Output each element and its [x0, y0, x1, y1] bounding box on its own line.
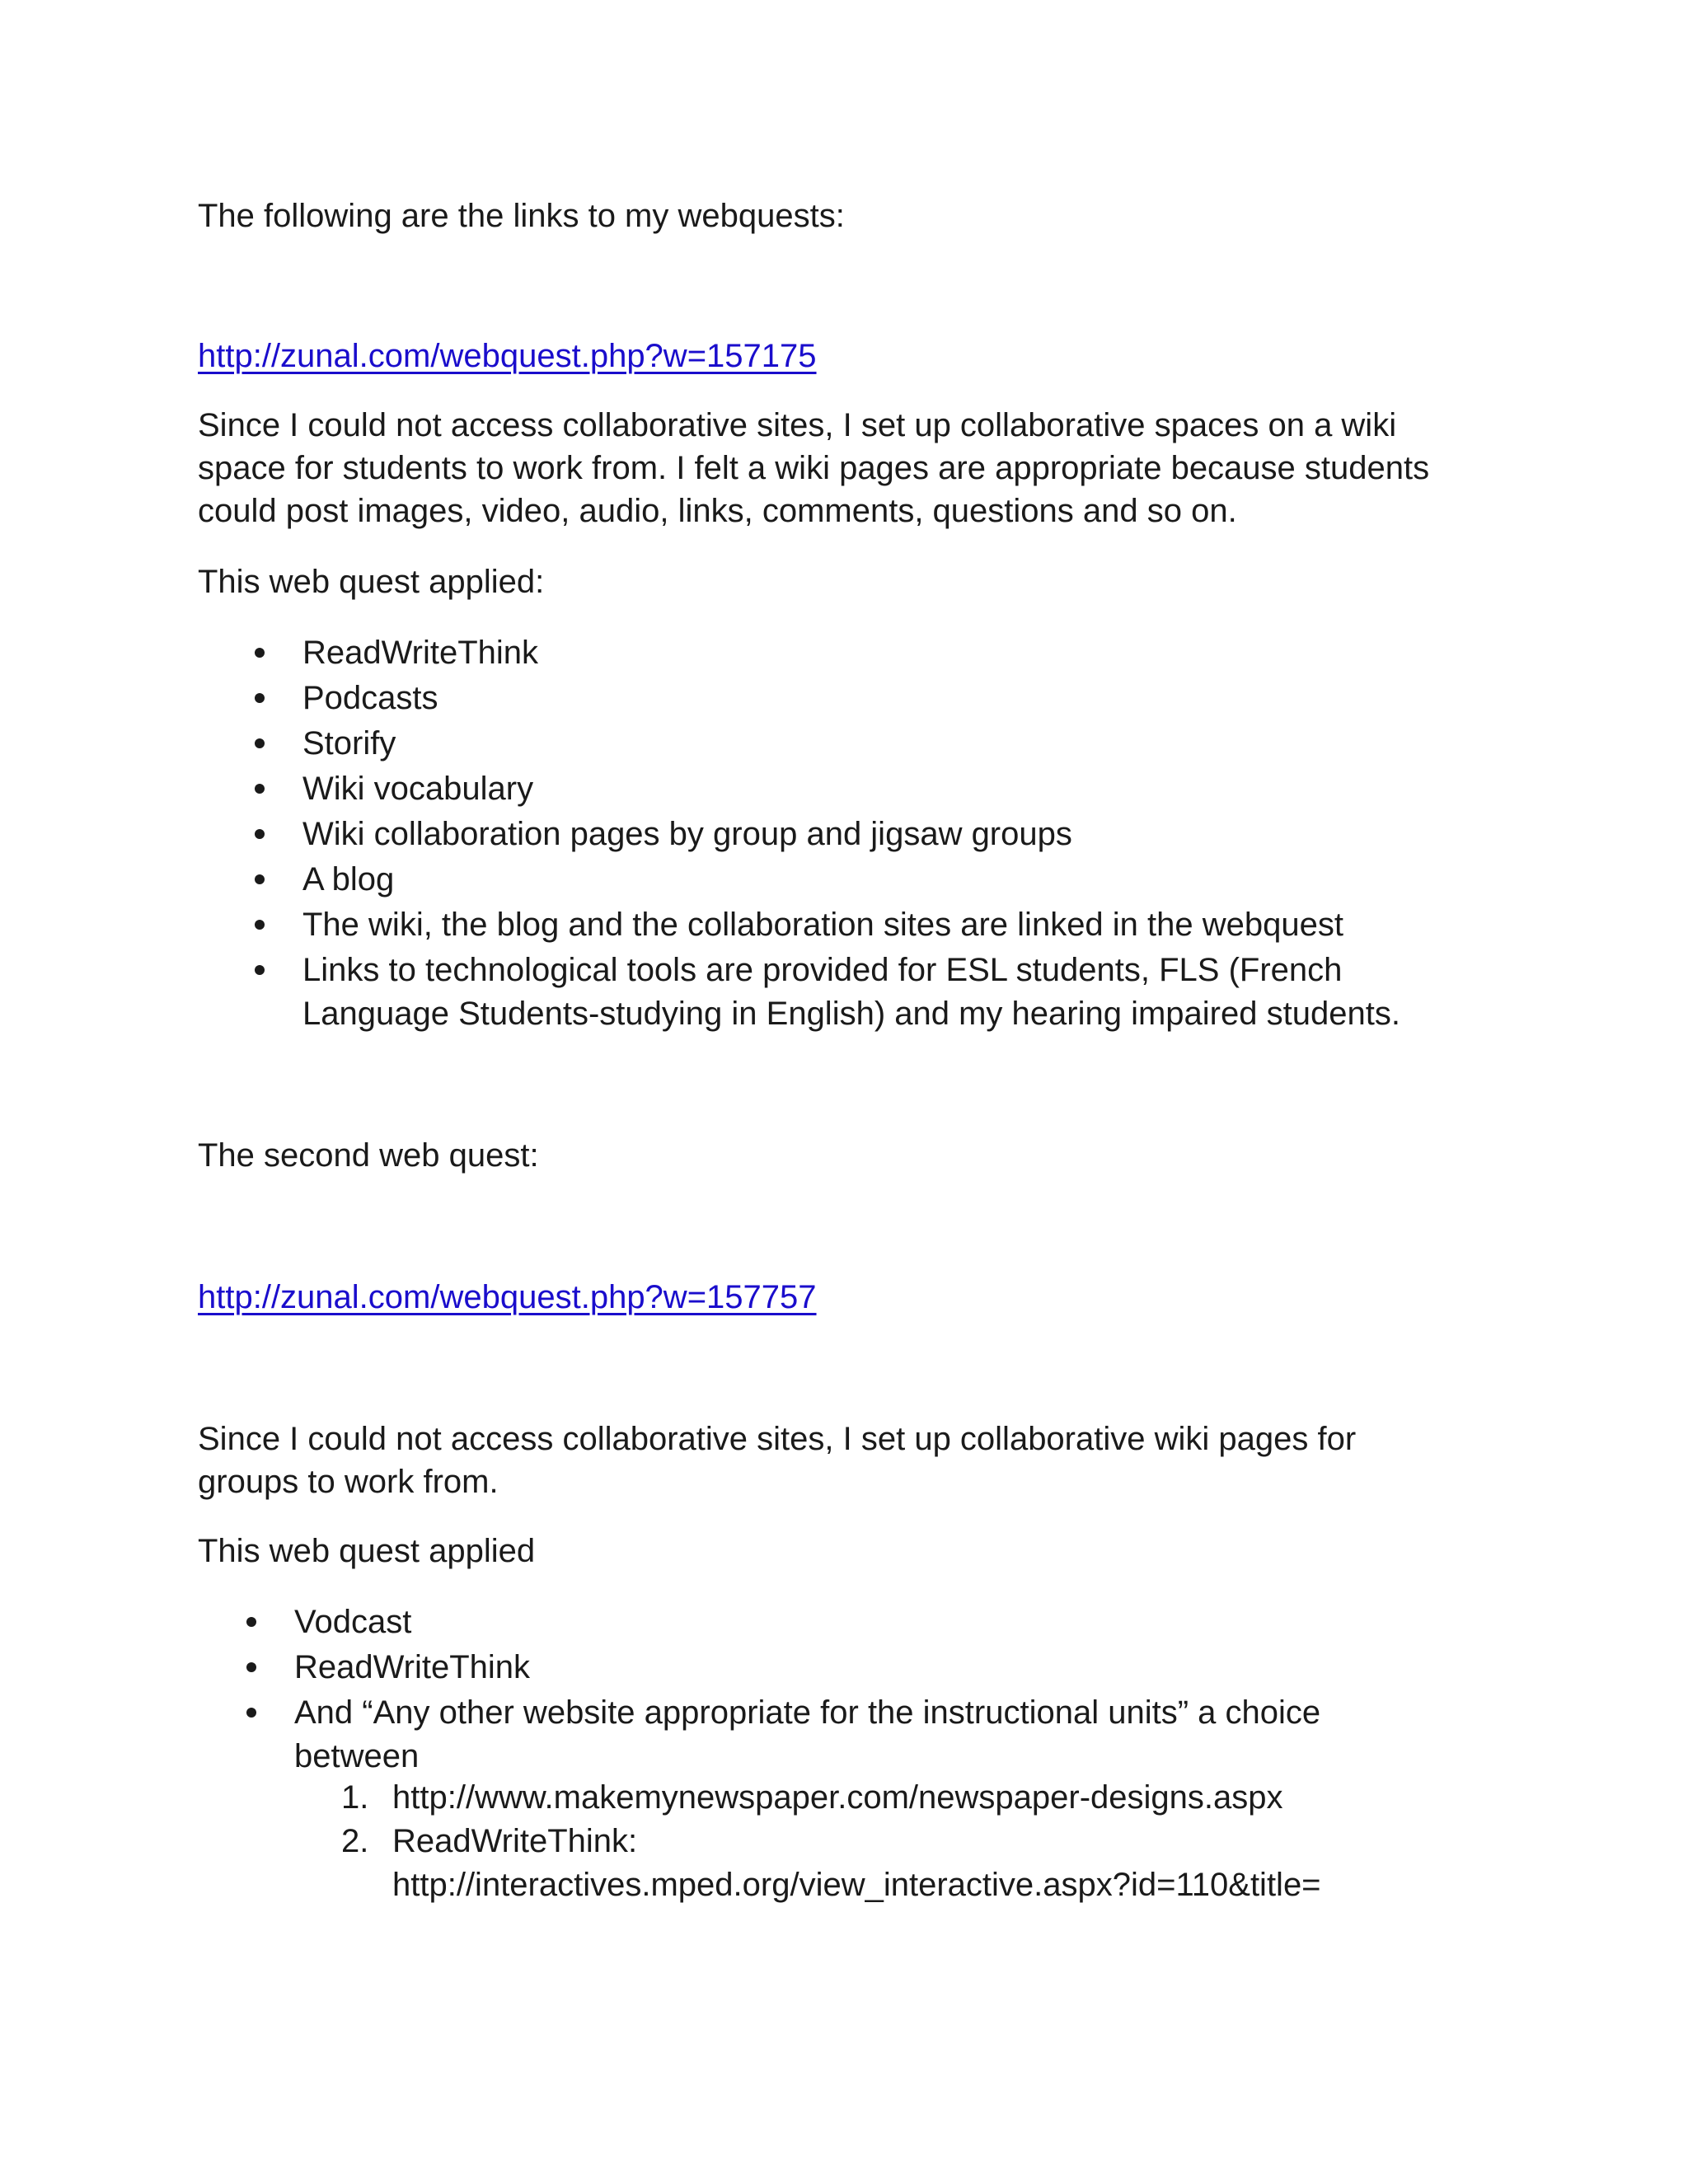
- bullet-icon: [255, 738, 265, 748]
- bullet-icon: [246, 1708, 256, 1718]
- webquest2-description-line-2: groups to work from.: [198, 1464, 499, 1500]
- bullet-icon: [255, 965, 265, 975]
- webquest2-applied-label: This web quest applied: [198, 1533, 536, 1569]
- numbered-item-newspaper-url: http://www.makemynewspaper.com/newspaper-designs.aspx: [392, 1779, 1283, 1816]
- webquest2-link[interactable]: http://zunal.com/webquest.php?w=157757: [198, 1279, 817, 1315]
- bullet-icon: [255, 784, 265, 794]
- list-item: Podcasts: [302, 680, 438, 716]
- list-item: A blog: [302, 861, 395, 898]
- list-number: 1.: [341, 1779, 369, 1816]
- list-item: ReadWriteThink: [302, 635, 539, 671]
- bullet-icon: [255, 920, 265, 930]
- list-item: And “Any other website appropriate for the instructional units” a choice: [294, 1694, 1321, 1731]
- intro-text: The following are the links to my webquests:: [198, 198, 845, 234]
- bullet-icon: [255, 829, 265, 839]
- bullet-icon: [246, 1617, 256, 1627]
- list-item-continuation: between: [294, 1738, 420, 1774]
- list-item-continuation: Language Students-studying in English) and my hearing impaired students.: [302, 996, 1400, 1032]
- webquest1-description-line-2: space for students to work from. I felt a wiki pages are appropriate because students: [198, 450, 1430, 486]
- list-item: Wiki collaboration pages by group and jigsaw groups: [302, 816, 1072, 852]
- webquest1-description-line-1: Since I could not access collaborative sites, I set up collaborative spaces on a wiki: [198, 407, 1397, 443]
- numbered-item-readwritethink: ReadWriteThink:: [392, 1823, 638, 1859]
- list-item: Links to technological tools are provided for ESL students, FLS (French: [302, 952, 1343, 988]
- bullet-icon: [255, 693, 265, 703]
- bullet-icon: [255, 874, 265, 884]
- list-number: 2.: [341, 1823, 369, 1859]
- webquest2-description-line-1: Since I could not access collaborative sites, I set up collaborative wiki pages for: [198, 1421, 1357, 1457]
- numbered-item-interactive-url: http://interactives.mped.org/view_interactive.aspx?id=110&title=: [392, 1867, 1321, 1903]
- list-item: ReadWriteThink: [294, 1649, 531, 1685]
- webquest1-description-line-3: could post images, video, audio, links, comments, questions and so on.: [198, 493, 1237, 529]
- webquest2-heading: The second web quest:: [198, 1137, 539, 1174]
- bullet-icon: [255, 648, 265, 658]
- list-item: The wiki, the blog and the collaboration sites are linked in the webquest: [302, 907, 1343, 943]
- webquest1-applied-label: This web quest applied:: [198, 564, 545, 600]
- list-item: Vodcast: [294, 1604, 412, 1640]
- webquest1-link[interactable]: http://zunal.com/webquest.php?w=157175: [198, 338, 817, 374]
- list-item: Wiki vocabulary: [302, 771, 534, 807]
- list-item: Storify: [302, 725, 396, 762]
- bullet-icon: [246, 1662, 256, 1672]
